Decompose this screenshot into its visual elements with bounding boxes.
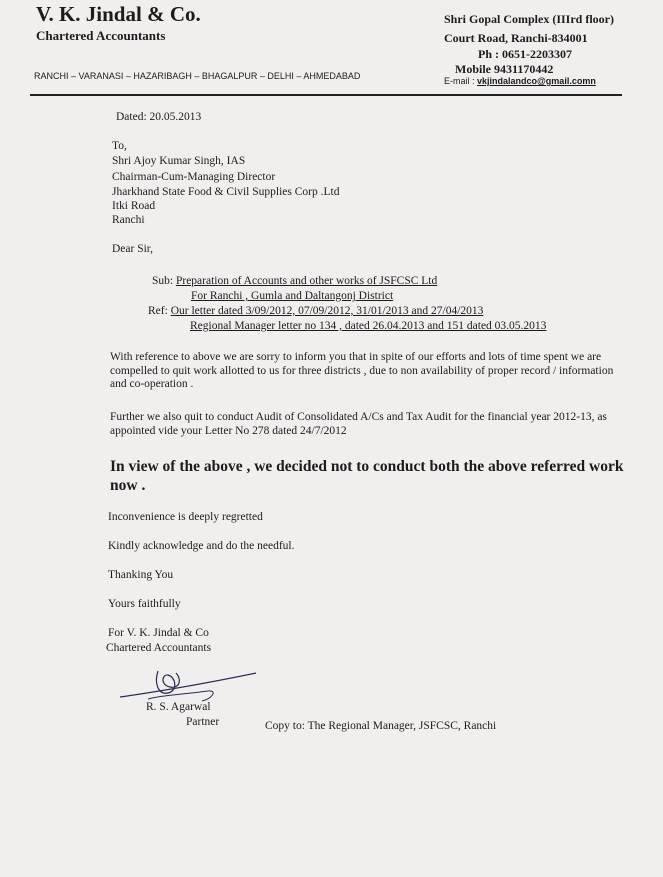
reference-line-1 (148, 305, 483, 317)
reference-label: Ref: (148, 305, 171, 317)
recipient-line: Chairman-Cum-Managing Director (112, 171, 276, 183)
for-firm-line: For V. K. Jindal & Co (108, 627, 209, 639)
reference-text: Our letter dated 3/09/2012, 07/09/2012, 31/01/2013 and 27/04/2013 (170, 305, 484, 317)
thanking-line: Thanking You (108, 569, 174, 581)
recipient-line: Itki Road (112, 200, 156, 212)
firm-role-line: Chartered Accountants (106, 642, 212, 654)
phone-number: Ph : 0651-2203307 (478, 47, 572, 61)
subject-line-1 (152, 275, 437, 287)
mobile-number: Mobile 9431170442 (455, 62, 554, 76)
recipient-line: Shri Ajoy Kumar Singh, IAS (112, 155, 246, 167)
email-label: E-mail : (444, 76, 478, 86)
subject-line-2: For Ranchi , Gumla and Daltangonj District (191, 290, 394, 302)
email-address: vkjindalandco@gmail.comn (477, 76, 596, 86)
signatory-name: R. S. Agarwal (146, 701, 211, 713)
to-label: To, (112, 140, 127, 152)
paragraph-2: Further we also quit to conduct Audit of Consolidated A/Cs and Tax Audit for the financial year 2012-13, as appointed vide your Letter No 278 dated 24/7/2012 (110, 411, 607, 437)
email-line (444, 76, 596, 86)
recipient-line: Ranchi (112, 214, 145, 226)
header-divider (30, 94, 622, 96)
branch-list: RANCHI – VARANASI – HAZARIBAGH – BHAGALPUR – DELHI – AHMEDABAD (34, 71, 361, 81)
regret-line: Inconvenience is deeply regretted (108, 511, 263, 523)
closing-line: Yours faithfully (108, 598, 181, 610)
emphasis-statement: In view of the above , we decided not to conduct both the above referred work now . (110, 458, 624, 494)
reference-line-2: Regional Manager letter no 134 , dated 26.04.2013 and 151 dated 03.05.2013 (190, 320, 547, 332)
address-line-2: Court Road, Ranchi-834001 (444, 31, 588, 45)
copy-to-line: Copy to: The Regional Manager, JSFCSC, Ranchi (265, 720, 497, 732)
acknowledge-line: Kindly acknowledge and do the needful. (108, 540, 295, 552)
letter-date: Dated: 20.05.2013 (116, 111, 202, 123)
recipient-line: Jharkhand State Food & Civil Supplies Corp .Ltd (112, 186, 340, 198)
address-line-1: Shri Gopal Complex (IIIrd floor) (444, 12, 615, 26)
firm-name: V. K. Jindal & Co. (36, 2, 201, 26)
subject-label: Sub: (152, 275, 176, 287)
paragraph-1: With reference to above we are sorry to inform you that in spite of our efforts and lots of time spent we are compelled to quit work allotted to us for three districts , due to non availability of proper record / information and co-operation . (110, 351, 614, 390)
salutation: Dear Sir, (112, 243, 154, 255)
signatory-title: Partner (186, 716, 220, 728)
subject-text: Preparation of Accounts and other works of JSFCSC Ltd (175, 275, 438, 287)
firm-subtitle: Chartered Accountants (36, 28, 166, 43)
